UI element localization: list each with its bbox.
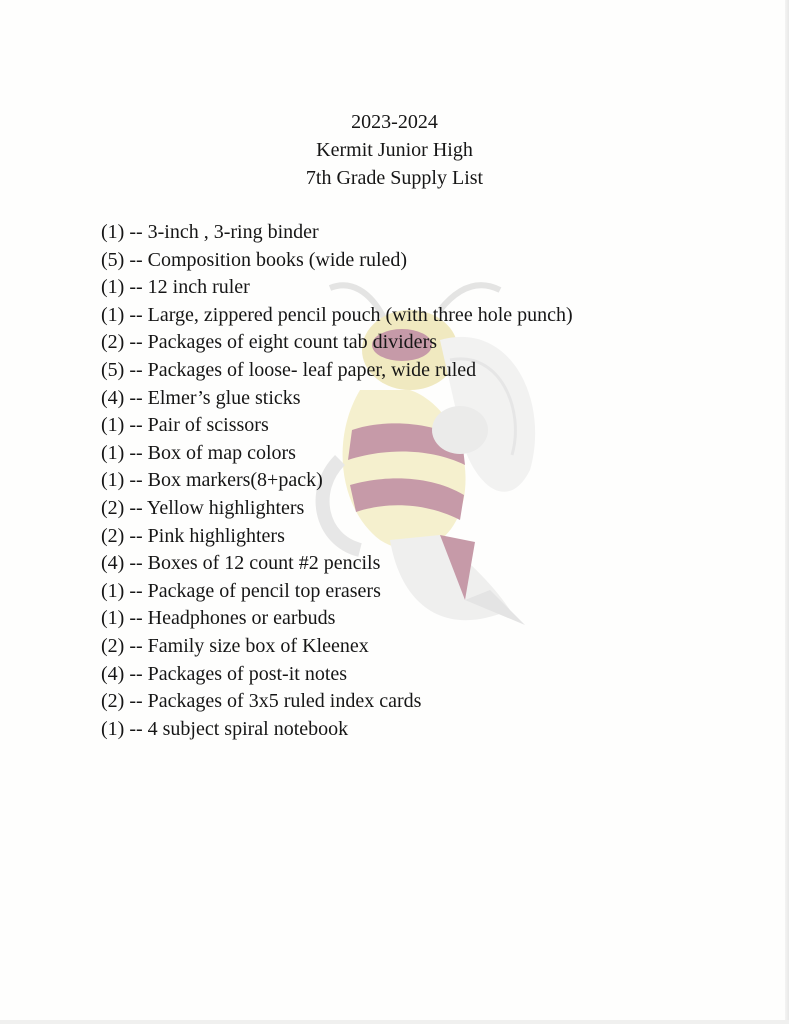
list-item: (1) -- Box of map colors — [101, 441, 296, 464]
list-item: (2) -- Yellow highlighters — [101, 496, 305, 519]
document-header — [0, 108, 789, 192]
list-item: (2) -- Pink highlighters — [101, 524, 285, 547]
page-right-edge — [785, 0, 789, 1024]
list-item: (1) -- Headphones or earbuds — [101, 607, 336, 630]
list-title: 7th Grade Supply List — [305, 167, 484, 189]
list-item: (2) -- Packages of eight count tab dividers — [101, 331, 438, 354]
supply-list — [101, 219, 573, 743]
list-item: (1) -- Large, zippered pencil pouch (with three hole punch) — [101, 303, 573, 326]
list-item: (5) -- Packages of loose- leaf paper, wide ruled — [101, 358, 477, 381]
list-item: (1) -- Box markers(8+pack) — [101, 469, 323, 492]
page-bottom-edge — [0, 1020, 789, 1024]
list-item: (5) -- Composition books (wide ruled) — [101, 248, 408, 271]
school-year: 2023-2024 — [351, 111, 438, 133]
list-item: (1) -- 12 inch ruler — [101, 276, 250, 299]
list-item: (2) -- Family size box of Kleenex — [101, 634, 369, 657]
list-item: (4) -- Boxes of 12 count #2 pencils — [101, 552, 381, 575]
list-item: (1) -- Pair of scissors — [101, 414, 269, 437]
list-item: (2) -- Packages of 3x5 ruled index cards — [101, 690, 422, 713]
list-item: (1) -- 4 subject spiral notebook — [101, 717, 349, 740]
list-item: (4) -- Elmer’s glue sticks — [101, 386, 301, 409]
list-item: (4) -- Packages of post-it notes — [101, 662, 348, 685]
list-item: (1) -- Package of pencil top erasers — [101, 579, 381, 602]
list-item: (1) -- 3-inch , 3-ring binder — [101, 221, 319, 243]
school-name: Kermit Junior High — [316, 139, 473, 161]
